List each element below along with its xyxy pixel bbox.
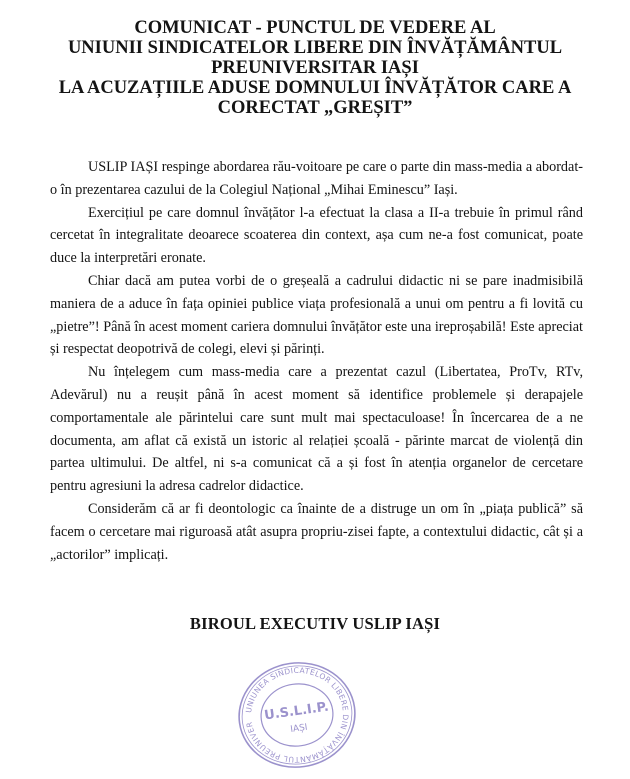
title-line: LA ACUZAȚIILE ADUSE DOMNULUI ÎNVĂȚĂTOR CARE A xyxy=(58,78,572,98)
paragraph: Nu înțelegem cum mass-media care a prezentat cazul (Libertatea, ProTv, RTv, Adevărul) nu a reușit până în acest moment să identifice problemele și derapajele comportamentale ale părintelui care sunt mult mai spectaculoase! În încercarea de a ne documenta, am aflat că există un istoric al relației școală - părinte marcat de violență din partea ultimului. De altfel, ni s-a comunicat că a și fost în atenția organelor de cercetare pentru agresiuni la adresa cadrelor didactice. xyxy=(50,364,583,495)
official-stamp xyxy=(232,660,362,770)
signature: BIROUL EXECUTIV USLIP IAȘI xyxy=(189,614,441,633)
svg-text:U.S.L.I.P.: U.S.L.I.P. xyxy=(263,699,330,724)
paragraph: Chiar dacă am putea vorbi de o greșeală a cadrului didactic ni se pare inadmisibilă maniera de a aduce în fața opiniei publice viața profesională a unui om pentru a fi lovită cu „pietre”! Până în acest moment cariera domnului învățător este una ireproșabilă! Este apreciat și respectat deopotrivă de colegi, elevi și părinți. xyxy=(50,272,583,358)
paragraph: USLIP IAȘI respinge abordarea rău-voitoare pe care o parte din mass-media a abordat-o în prezentarea cazului de la Colegiul Național „Mihai Eminescu” Iași. xyxy=(50,159,583,198)
title-line: CORECTAT „GREȘIT” xyxy=(217,98,413,118)
document-title xyxy=(30,18,600,118)
paragraph: Considerăm că ar fi deontologic ca înainte de a distruge un om în „piața publică” să facem o cercetare mai riguroasă atât asupra propriu-zisei fapte, a contextului didactic, cât și a „actorilor” implicați. xyxy=(50,500,583,563)
title-line: UNIUNII SINDICATELOR LIBERE DIN ÎNVĂȚĂMÂNTUL xyxy=(67,38,563,58)
svg-text:UNIUNEA SINDICATELOR LIBERE DI: UNIUNEA SINDICATELOR LIBERE DIN ÎNVĂȚĂMÂNTUL PREUNIVERSITAR xyxy=(244,665,351,765)
document-body xyxy=(50,156,583,566)
title-line: PREUNIVERSITAR IAȘI xyxy=(211,58,419,78)
stamp-seal-icon xyxy=(232,660,362,770)
title-line: COMUNICAT - PUNCTUL DE VEDERE AL xyxy=(134,18,496,38)
paragraph: Exercițiul pe care domnul învățător l-a efectuat la clasa a II-a trebuie în primul rând cercetat în integralitate deoarece scoaterea din context, așa cum ne-a fost comunicat, poate duce la interpretări eronate. xyxy=(50,204,583,267)
svg-text:IAȘI: IAȘI xyxy=(289,722,309,736)
